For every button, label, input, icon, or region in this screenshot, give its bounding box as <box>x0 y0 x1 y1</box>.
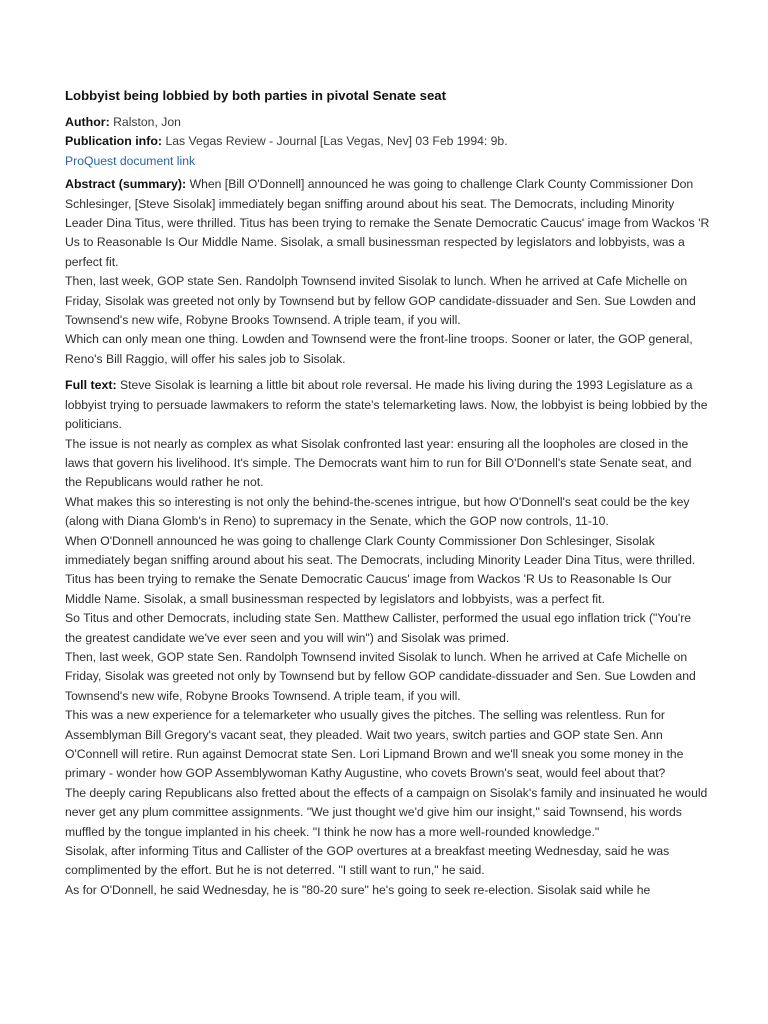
author-line <box>65 113 710 132</box>
publication-line <box>65 132 710 151</box>
publication-value: Las Vegas Review - Journal [Las Vegas, Nev] 03 Feb 1994: 9b. <box>165 134 508 149</box>
fulltext-paragraph: When O'Donnell announced he was going to challenge Clark County Commissioner Don Schlesinger, Sisolak immediately began sniffing around about his seat. The Democrats, including Minority Leader Dina Titus, were thrilled. Titus has been trying to remake the Senate Democratic Caucus' image from Wackos 'R Us to Reasonable Is Our Middle Name. Sisolak, a small businessman respected by legislators and lobbyists, was a perfect fit. <box>65 533 696 606</box>
fulltext-first-text: Steve Sisolak is learning a little bit about role reversal. He made his living during the 1993 Legislature as a lobbyist trying to persuade lawmakers to reform the state's telemarketing laws. Now, the lobbyist is being lobbied by the politicians. <box>65 378 708 432</box>
author-label: Author: <box>65 115 110 129</box>
fulltext-paragraph: The issue is not nearly as complex as what Sisolak confronted last year: ensuring all the loopholes are closed in the laws that govern his livelihood. It's simple. The Democrats want him to run for Bill O'Donnell's state Senate seat, and the Republicans would rather he not. <box>65 436 692 490</box>
proquest-document-link[interactable]: ProQuest document link <box>65 153 196 168</box>
fulltext-paragraph: Sisolak, after informing Titus and Callister of the GOP overtures at a breakfast meeting Wednesday, said he was complimented by the effort. But he is not deterred. "I still want to run," he said. <box>65 844 670 878</box>
publication-label: Publication info: <box>65 134 163 149</box>
document-page <box>65 86 710 907</box>
abstract-paragraph <box>65 175 710 272</box>
fulltext-paragraph: This was a new experience for a telemarketer who usually gives the pitches. The selling was relentless. Run for Assemblyman Bill Gregory's vacant seat, they pleaded. Wait two years, switch parties and GOP state Sen. Ann O'Connell will retire. Run against Democrat state Sen. Lori Lipmand Brown and we'll sneak you some money in the primary - wonder how GOP Assemblywoman Kathy Augustine, who covets Brown's seat, would feel about that? <box>65 708 684 781</box>
abstract-paragraph: Then, last week, GOP state Sen. Randolph Townsend invited Sisolak to lunch. When he arrived at Cafe Michelle on Friday, Sisolak was greeted not only by Townsend but by fellow GOP candidate-dissuader and Sen. Sue Lowden and Townsend's new wife, Robyne Brooks Townsend. A triple team, if you will. <box>65 274 696 328</box>
fulltext-label: Full text: <box>65 378 117 393</box>
fulltext-section <box>65 376 710 900</box>
abstract-label: Abstract (summary): <box>65 177 187 192</box>
fulltext-paragraph: The deeply caring Republicans also fretted about the effects of a campaign on Sisolak's family and insinuated he would never get any plum committee assignments. "We just thought we'd give him our insight," said Townsend, his words muffled by the tongue implanted in his cheek. "I think he now has a more well-rounded knowledge." <box>65 785 708 839</box>
article-title: Lobbyist being lobbied by both parties in pivotal Senate seat <box>65 88 447 103</box>
fulltext-paragraph: Then, last week, GOP state Sen. Randolph Townsend invited Sisolak to lunch. When he arrived at Cafe Michelle on Friday, Sisolak was greeted not only by Townsend but by fellow GOP candidate-dissuader and Sen. Sue Lowden and Townsend's new wife, Robyne Brooks Townsend. A triple team, if you will. <box>65 649 696 703</box>
abstract-first-text: When [Bill O'Donnell] announced he was going to challenge Clark County Commissioner Don Schlesinger, [Steve Sisolak] immediately began sniffing around about his seat. The Democrats, including Minority Leader Dina Titus, were thrilled. Titus has been trying to remake the Senate Democratic Caucus' image from Wackos 'R Us to Reasonable Is Our Middle Name. Sisolak, a small businessman respected by legislators and lobbyists, was a perfect fit. <box>65 177 710 269</box>
author-value: Ralston, Jon <box>113 115 181 129</box>
abstract-paragraph: Which can only mean one thing. Lowden and Townsend were the front-line troops. Sooner or later, the GOP general, Reno's Bill Raggio, will offer his sales job to Sisolak. <box>65 332 693 366</box>
fulltext-paragraph <box>65 376 710 434</box>
fulltext-paragraph: As for O'Donnell, he said Wednesday, he is "80-20 sure" he's going to seek re-election. Sisolak said while he <box>65 882 651 897</box>
fulltext-paragraph: What makes this so interesting is not only the behind-the-scenes intrigue, but how O'Donnell's seat could be the key (along with Diana Glomb's in Reno) to supremacy in the Senate, which the GOP now controls, 11-10. <box>65 494 690 529</box>
fulltext-paragraph: So Titus and other Democrats, including state Sen. Matthew Callister, performed the usual ego inflation trick ("You're the greatest candidate we've ever seen and you will win") and Sisolak was primed. <box>65 611 692 645</box>
abstract-section <box>65 175 710 369</box>
